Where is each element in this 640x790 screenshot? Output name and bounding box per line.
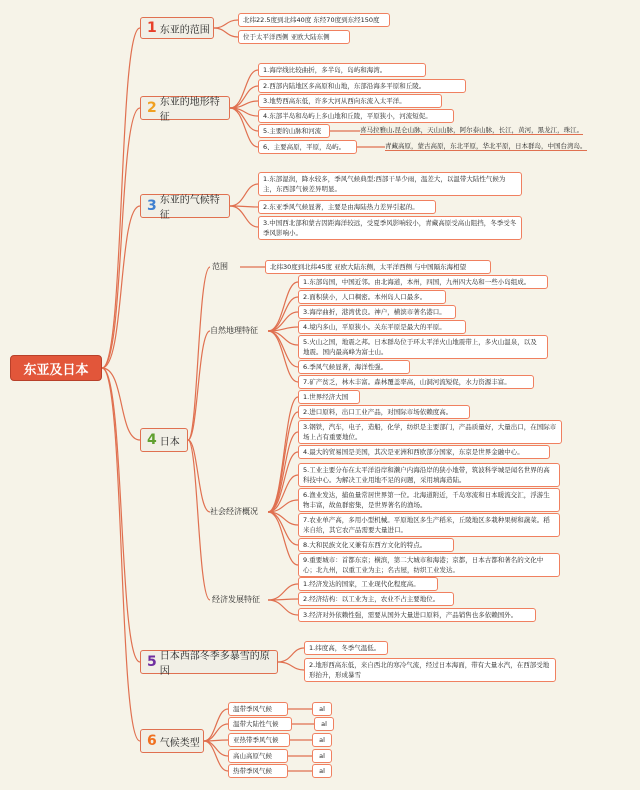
climate-type-4: 高山高原气候 <box>228 749 288 763</box>
climate-type-3: 亚热带季风气候 <box>228 733 290 747</box>
branch-label: 东亚的地形特征 <box>159 97 220 123</box>
branch-climate-types[interactable] <box>140 729 204 753</box>
climate-type-2: 温带大陆性气候 <box>228 717 292 731</box>
climate-type-5: 热带季风气候 <box>228 764 288 778</box>
climate-type-tag-5: al <box>312 764 332 778</box>
social-leaf-9: 9.重要城市：首都东京；横滨，第二大城市和海港；京都，日本古都和著名的文化中心；北九州，以重工业为主；名古屋，纺织工业发达。 <box>298 553 560 577</box>
social-leaf-8: 8.大和民族文化又兼有东西方文化的特点。 <box>298 538 454 552</box>
branch-snow[interactable] <box>140 650 278 677</box>
japan-range-value: 北纬30度到北纬45度 亚欧大陆东侧，太平洋西侧 与中国隔东海相望 <box>265 260 491 274</box>
terrain-leaf-4: 4.东部半岛和岛屿上多山地和丘陵，平原狭小，河流短促。 <box>258 109 454 123</box>
climate-leaf-2: 2.东亚季风气候显著，主要是由海陆热力差异引起的。 <box>258 200 436 214</box>
social-leaf-6: 6.渔业发达，捕鱼量常居世界第一位。北海道附近，千岛寒流和日本暖流交汇，浮游生物丰富，故鱼群密集，是世界著名的渔场。 <box>298 488 560 512</box>
terrain-leaf-5: 5.主要的山脉和河流 <box>258 124 330 138</box>
natural-leaf-1: 1.东部岛国，中国近邻。由北海道，本州，四国，九州四大岛和一些小岛组成。 <box>298 275 548 289</box>
climate-type-tag-1: al <box>312 702 332 716</box>
branch-label: 东亚的范围 <box>159 24 210 36</box>
branch-label: 日本 <box>159 436 180 448</box>
branch-label: 东亚的气候特征 <box>159 195 220 221</box>
terrain-leaf-2: 2.西部内陆地区多高原和山地，东部沿海多平原和丘陵。 <box>258 79 466 93</box>
branch-climate[interactable] <box>140 194 230 221</box>
social-leaf-5: 5.工业主要分布在太平洋沿岸和濑户内海沿岸的狭小地带，筑波科学城是闻名世界的高科技中心。为解决工业用地不足的问题，采用填海造陆。 <box>298 463 560 487</box>
climate-type-tag-4: al <box>312 749 332 763</box>
terrain-leaf-6: 6、主要高原，平原，岛屿。 <box>258 140 357 154</box>
range-leaf-1: 北纬22.5度到北纬40度 东经70度到东经150度 <box>238 13 390 27</box>
climate-type-tag-2: al <box>314 717 334 731</box>
branch-number: 6 <box>147 733 157 749</box>
snow-leaf-1: 1.纬度高，冬季气温低。 <box>304 641 388 655</box>
dev-leaf-2: 2.经济结构：以工业为主，农业不占主要地位。 <box>298 592 454 606</box>
natural-leaf-3: 3.海岸曲折，港湾优良。神户，横滨市著名港口。 <box>298 305 456 319</box>
social-leaf-7: 7.农业单产高，多用小型机械。平原地区多生产稻米，丘陵地区多栽种果树和蔬菜。稻米自给，其它农产品需要大量进口。 <box>298 513 560 537</box>
climate-leaf-3: 3.中国西北部和蒙古因距海洋较远，受夏季风影响较小，青藏高原受高山阻挡，冬季受冬季风影响小。 <box>258 216 522 240</box>
natural-leaf-6: 6.季风气候显著，海洋性强。 <box>298 360 410 374</box>
social-leaf-1: 1.世界经济大国 <box>298 390 360 404</box>
climate-leaf-1: 1.东部湿润，降水较多，季风气候典型;西部干旱少雨，温差大，以温带大陆性气候为主，东西部气候差异明显。 <box>258 172 522 196</box>
snow-leaf-2: 2.地形西高东低，来自西北的寒冷气流，经过日本海面，带有大量水汽，在西部受地形抬升，形成暴雪 <box>304 658 556 682</box>
mountains-detail: 喜马拉雅山,昆仑山脉，天山山脉，阿尔泰山脉，长江，黄河，黑龙江，珠江。 <box>360 126 584 134</box>
branch-label: 日本西部冬季多暴雪的原因 <box>159 651 270 677</box>
dev-leaf-1: 1.经济发达的国家，工业现代化程度高。 <box>298 577 438 591</box>
dev-label[interactable]: 经济发展特征 <box>212 595 260 604</box>
branch-number: 5 <box>147 654 157 670</box>
natural-leaf-2: 2.面积狭小，人口稠密。本州岛人口最多。 <box>298 290 446 304</box>
social-leaf-2: 2.进口原料，出口工业产品，对国际市场依赖度高。 <box>298 405 470 419</box>
dev-leaf-3: 3.经济对外依赖性强，需要从国外大量进口原料，产品销售也多依赖国外。 <box>298 608 536 622</box>
natural-label[interactable]: 自然地理特征 <box>210 326 258 335</box>
branch-number: 4 <box>147 432 157 448</box>
range-leaf-2: 位于太平洋西侧 亚欧大陆东侧 <box>238 30 350 44</box>
branch-japan[interactable] <box>140 428 188 452</box>
climate-type-1: 温带季风气候 <box>228 702 288 716</box>
branch-terrain[interactable] <box>140 96 230 123</box>
japan-range-label[interactable]: 范围 <box>212 262 228 271</box>
climate-type-tag-3: al <box>312 733 332 747</box>
branch-number: 3 <box>147 198 157 214</box>
branch-range[interactable] <box>140 17 214 39</box>
natural-leaf-5: 5.火山之国，地震之邦。日本群岛位于环太平洋火山地震带上，多火山温泉，以及地震。国内最高峰为富士山。 <box>298 335 548 359</box>
root-node[interactable]: 东亚及日本 <box>10 355 102 381</box>
social-leaf-3: 3.钢铁，汽车，电子，造船，化学，纺织是主要部门，产品质量好，大量出口，在国际市场上占有重要地位。 <box>298 420 562 444</box>
terrain-leaf-3: 3.地势西高东低，许多大河从西向东流入太平洋。 <box>258 94 442 108</box>
natural-leaf-7: 7.矿产贫乏，林木丰富。森林覆盖率高，山洞河流短促，水力资源丰富。 <box>298 375 534 389</box>
social-leaf-4: 4.最大的贸易国是美国，其次是亚洲和西欧部分国家，东京是世界金融中心。 <box>298 445 550 459</box>
social-label[interactable]: 社会经济概况 <box>210 507 258 516</box>
branch-label: 气候类型 <box>159 737 200 749</box>
branch-number: 2 <box>147 100 157 116</box>
natural-leaf-4: 4.境内多山，平原狭小。关东平原是最大的平原。 <box>298 320 466 334</box>
branch-number: 1 <box>147 20 157 36</box>
terrain-leaf-1: 1.海岸线比较曲折，多半岛，岛屿和海湾。 <box>258 63 426 77</box>
plateaus-detail: 青藏高原，蒙古高原，东北平原，华北平原，日本群岛，中国台湾岛。 <box>385 142 587 150</box>
